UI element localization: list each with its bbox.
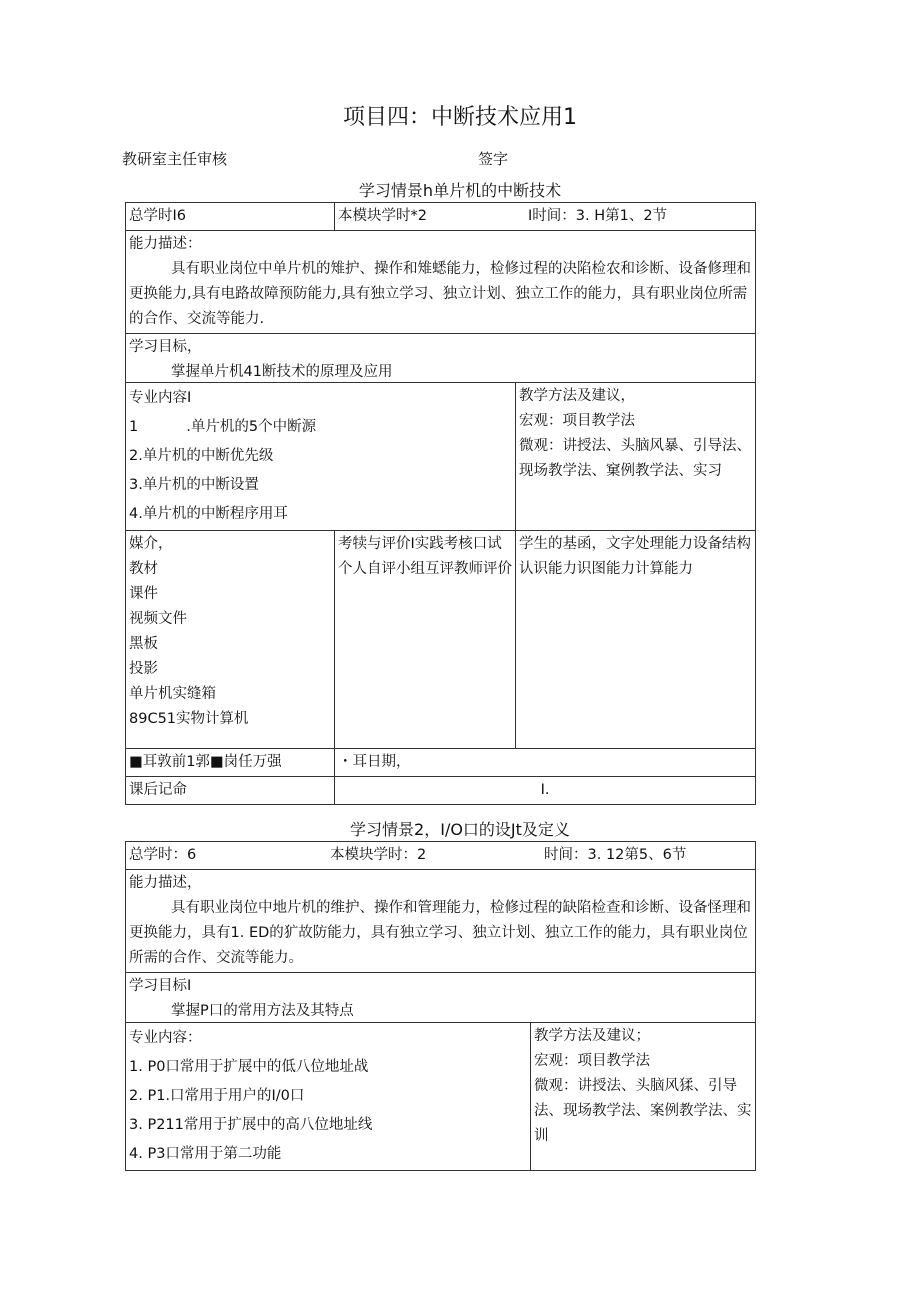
s2-content-cell	[126, 1023, 531, 1171]
s1-ability-label: 能力描述：	[129, 236, 202, 252]
s1-content-2: 2.单片机的中断优先级	[129, 448, 274, 464]
s1-content-3: 3.单片机的中断设置	[129, 477, 259, 493]
s2-time: 时间：3. 12第5、6节	[544, 847, 687, 863]
s2-method-micro: 微观：讲授法、头脑风猱、引导法、现场教学法、案例教学法、实训	[534, 1078, 752, 1144]
s1-content-1-text: .单片机的5个中断源	[186, 419, 317, 435]
s1-method-micro: 微观：讲授法、头脑风暴、引导法、现场教学法、窠例教学法、实习	[519, 438, 751, 479]
s1-content-cell	[126, 383, 516, 531]
s2-goal-text: 掌握P口的常用方法及其特点	[171, 1003, 354, 1019]
s1-media-item: 视频文件	[129, 611, 187, 627]
s1-media-item: 单片机实缝箱	[129, 686, 216, 702]
doc-title: 项目四：中断技术应用1	[343, 105, 577, 130]
s1-method-label: 教学方法及建议，	[519, 388, 635, 404]
s2-content-2: 2. P1.口常用于用户的I/0口	[129, 1088, 305, 1104]
s1-media-cell	[126, 531, 335, 749]
section1-table	[125, 202, 756, 805]
s2-goal-cell	[126, 973, 756, 1023]
s1-goal-text: 掌握单片机41断技术的原理及应用	[171, 364, 393, 378]
s2-ability-cell	[126, 870, 756, 973]
s2-method-macro: 宏观：项目教学法	[534, 1053, 650, 1069]
s1-content-1-num: 1	[129, 419, 139, 435]
s1-ability-cell	[126, 231, 756, 334]
s1-media-item: 89C51实物计算机	[129, 711, 249, 727]
s2-content-1: 1. P0口常用于扩展中的低八位地址战	[129, 1059, 369, 1075]
s2-content-label: 专业内容：	[129, 1030, 202, 1046]
s1-goal-label: 学习目标，	[129, 339, 202, 355]
s1-module-hours: 本模块学时*2	[338, 208, 427, 224]
section1-title: 学习情景h单片机的中断技术	[358, 181, 562, 200]
s2-goal-label: 学习目标I	[129, 978, 192, 994]
s1-notes-value: I.	[335, 777, 756, 805]
s1-media-item: 投影	[129, 661, 158, 677]
s2-ability-label: 能力描述，	[129, 875, 202, 891]
s1-media-item: 课件	[129, 586, 158, 602]
s1-time: I时间：3. H第1、2节	[528, 208, 668, 224]
s1-content-1	[129, 413, 512, 442]
s2-content-4: 4. P3口常用于第二功能	[129, 1146, 282, 1162]
s1-media-label: 媒介，	[129, 536, 173, 552]
section2-table	[125, 841, 756, 1171]
s2-content-3: 3. P211常用于扩展中的高八位地址线	[129, 1117, 373, 1133]
s1-content-label: 专业内容I	[129, 390, 192, 406]
s2-method-cell	[531, 1023, 756, 1171]
s2-method-label: 教学方法及建议；	[534, 1028, 650, 1044]
s1-goal-cell	[126, 334, 756, 383]
s1-notes-label: 课后记命	[126, 777, 335, 805]
review-label: 教研室主任审核	[122, 150, 228, 168]
s1-teacher-sign: ■耳敦前1郭■岗任万强	[126, 749, 335, 777]
s1-student-basis: 学生的基函，文字处理能力设备结构认识能力识图能力计算能力	[516, 531, 756, 749]
s1-module-time-cell	[335, 203, 756, 231]
s1-date-label: ・耳日期，	[335, 749, 756, 777]
s2-ability-text: 具有职业岗位中地片机的维护、操作和管理能力，检修过程的缺陷检查和诊断、设备怪理和更换能力，具有1. ED的犷故防能力，具有独立学习、独立计划、独立工作的能力，具有职业岗位所需的合作、交流等能力。	[129, 900, 751, 966]
s1-assessment: 考犊与评价I实践考核口试个人自评小组互评教师评价	[335, 531, 516, 749]
s1-total-hours: 总学时I6	[126, 203, 335, 231]
s1-method-macro: 宏观：项目教学法	[519, 413, 635, 429]
sign-label: 签字	[478, 150, 509, 168]
s2-total-hours: 总学时：6	[129, 847, 197, 863]
s2-module-hours: 本模块学时：2	[330, 847, 427, 863]
s1-media-item: 黑板	[129, 636, 158, 652]
s1-method-cell	[516, 383, 756, 531]
s1-content-4: 4.单片机的中断程序用耳	[129, 506, 288, 522]
section2-title: 学习情景2，I/O口的设Jt及定义	[350, 820, 570, 839]
s2-header-cell	[126, 842, 756, 870]
s1-media-item: 教材	[129, 561, 158, 577]
s1-ability-text: 具有职业岗位中单片机的雉护、操作和雉蟋能力，检修过程的决陷检农和诊断、设备修理和更换能力,具有电路故障预防能力,具有独立学习、独立计划、独立工作的能力，具有职业岗位所需的合作、交流等能力.	[129, 261, 751, 327]
